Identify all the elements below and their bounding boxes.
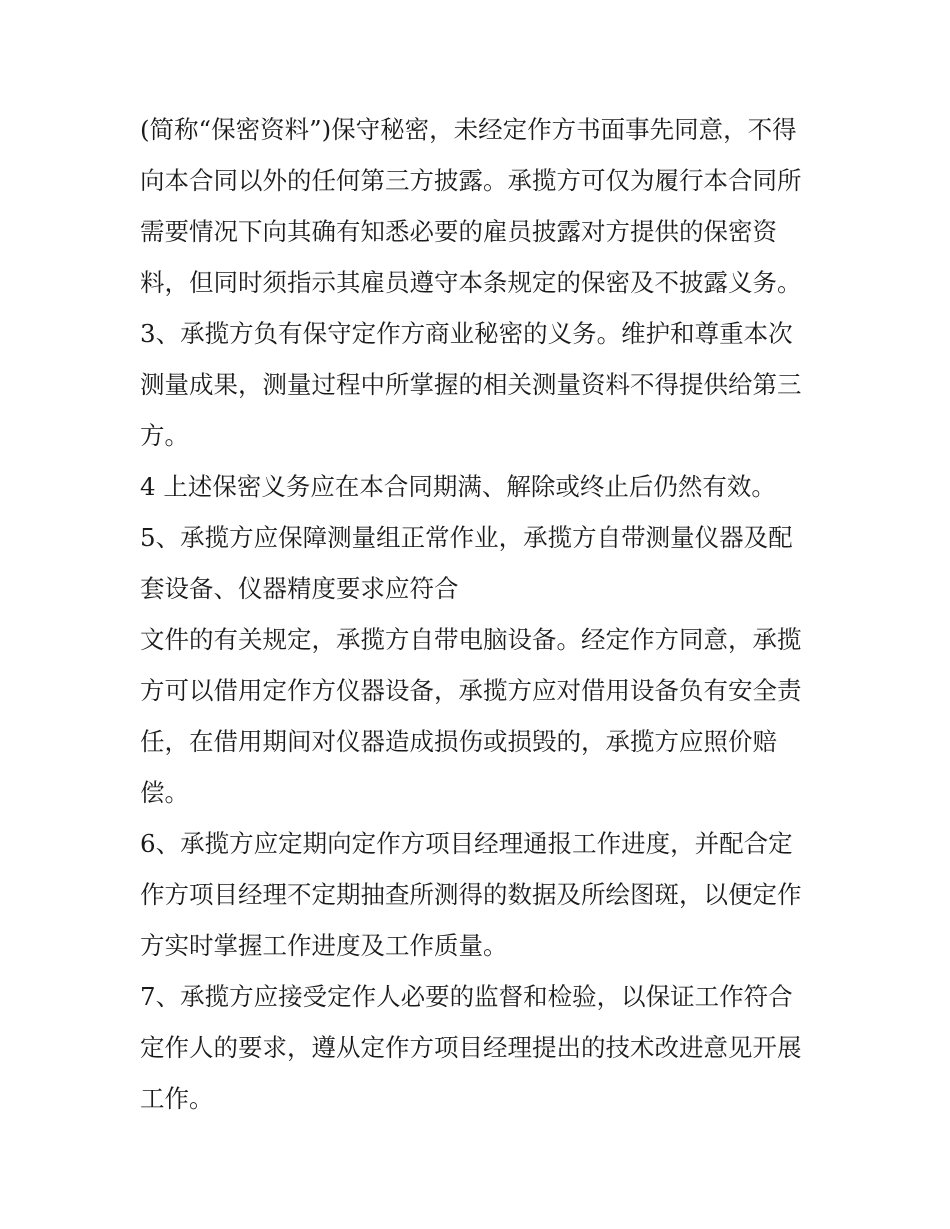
text-line: 文件的有关规定，承揽方自带电脑设备。经定作方同意，承揽 <box>140 625 802 654</box>
text-line: 方可以借用定作方仪器设备，承揽方应对借用设备负有安全责 <box>140 676 802 705</box>
text-line: 向本合同以外的任何第三方披露。承揽方可仅为履行本合同所 <box>140 166 802 195</box>
text-line: 定作人的要求，遵从定作方项目经理提出的技术改进意见开展 <box>140 1033 802 1062</box>
text-line: 方实时掌握工作进度及工作质量。 <box>140 931 508 960</box>
text-line: 需要情况下向其确有知悉必要的雇员披露对方提供的保密资 <box>140 217 777 246</box>
text-line: 偿。 <box>140 778 189 807</box>
text-line: 料，但同时须指示其雇员遵守本条规定的保密及不披露义务。 <box>140 268 802 297</box>
clause-4: 4 上述保密义务应在本合同期满、解除或终止后仍然有效。 <box>140 472 776 501</box>
text-line: 测量成果，测量过程中所掌握的相关测量资料不得提供给第三 <box>140 370 802 399</box>
clause-3-start: 3、承揽方负有保守定作方商业秘密的义务。维护和尊重本次 <box>140 319 793 348</box>
clause-6-start: 6、承揽方应定期向定作方项目经理通报工作进度，并配合定 <box>140 829 793 858</box>
contract-text-block <box>140 104 830 1124</box>
text-line: (简称“保密资料”)保守秘密，未经定作方书面事先同意，不得 <box>140 115 797 144</box>
text-line: 工作。 <box>140 1084 214 1113</box>
clause-5-start: 5、承揽方应保障测量组正常作业，承揽方自带测量仪器及配 <box>140 523 793 552</box>
clause-7-start: 7、承揽方应接受定作人必要的监督和检验，以保证工作符合 <box>140 982 793 1011</box>
text-line: 作方项目经理不定期抽查所测得的数据及所绘图斑，以便定作 <box>140 880 802 909</box>
text-line: 任，在借用期间对仪器造成损伤或损毁的，承揽方应照价赔 <box>140 727 777 756</box>
text-line: 方。 <box>140 421 189 450</box>
text-line: 套设备、仪器精度要求应符合 <box>140 574 459 603</box>
